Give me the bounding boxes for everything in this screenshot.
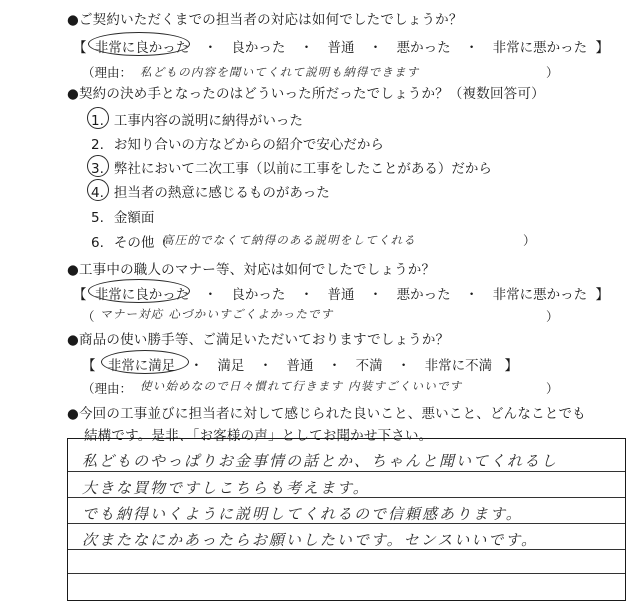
question-1: ●ご契約いただくまでの担当者の対応は如何でしたでしょうか？ bbox=[67, 12, 463, 28]
q4-selected-circle bbox=[101, 350, 189, 374]
separator: ・ bbox=[464, 40, 479, 56]
item-number: 1. bbox=[91, 113, 104, 129]
q2-item-1-circle bbox=[87, 107, 109, 129]
q1-bracket-close: 】 bbox=[595, 40, 609, 56]
separator: ・ bbox=[203, 40, 218, 56]
item-number: 6. bbox=[91, 235, 104, 251]
free-comment-box bbox=[67, 438, 626, 601]
q1-reason-label: （理由： bbox=[82, 65, 133, 80]
q2-item-5 bbox=[91, 206, 154, 226]
q3-selected-circle bbox=[88, 279, 190, 303]
q4-reason-handwritten: 使い始めなので日々慣れて行きます 内装すごくいいです bbox=[140, 379, 463, 393]
q4-bracket-close: 】 bbox=[504, 358, 518, 374]
comment-line-4: 次またなにかあったらお願いしたいです。センスいいです。 bbox=[82, 531, 539, 549]
question-3: ●工事中の職人のマナー等、対応は如何でしたでしょうか？ bbox=[67, 262, 436, 278]
q3-reason-label: （ bbox=[82, 309, 95, 324]
q1-bracket-open: 【 bbox=[73, 40, 87, 56]
separator: ・ bbox=[299, 40, 314, 56]
question-5-line-1: ●今回の工事並びに担当者に対して感じられた良いこと、悪いこと、どんなことでも bbox=[67, 406, 586, 422]
q2-item-4-circle bbox=[87, 179, 109, 201]
item-number: 4. bbox=[91, 185, 104, 201]
q2-item-3 bbox=[91, 157, 492, 177]
item-text: お知り合いの方などからの紹介で安心だから bbox=[113, 137, 384, 153]
q1-option-very-good: 非常に良かった bbox=[94, 40, 190, 56]
ruled-line bbox=[68, 573, 625, 574]
q4-option-dissatisfied: 不満 bbox=[355, 358, 383, 374]
question-4: ●商品の使い勝手等、ご満足いただいておりますでしょうか？ bbox=[67, 332, 450, 348]
q3-option-very-good: 非常に良かった bbox=[94, 287, 190, 303]
q3-option-good: 良かった bbox=[231, 287, 286, 303]
q4-option-satisfied: 満足 bbox=[217, 358, 245, 374]
q3-bracket-open: 【 bbox=[73, 287, 87, 303]
q4-option-average: 普通 bbox=[286, 358, 314, 374]
q2-item-2 bbox=[91, 133, 384, 153]
comment-line-1: 私どものやっぱりお金事情の話とか、ちゃんと聞いてくれるし bbox=[82, 452, 559, 470]
q1-reason-handwritten: 私どもの内容を聞いてくれて説明も納得できます bbox=[140, 65, 420, 79]
q3-option-very-bad: 非常に悪かった bbox=[492, 287, 588, 303]
q3-bracket-close: 】 bbox=[595, 287, 609, 303]
item-text: 担当者の熱意に感じるものがあった bbox=[113, 185, 330, 201]
q2-other-handwritten: 高圧的でなくて納得のある説明をしてくれる bbox=[162, 233, 416, 247]
ruled-line bbox=[68, 471, 625, 472]
item-text: その他（ bbox=[113, 235, 168, 251]
q4-reason-label: （理由： bbox=[82, 381, 133, 396]
comment-line-2: 大きな買物ですしこちらも考えます。 bbox=[82, 479, 370, 497]
separator: ・ bbox=[396, 358, 411, 374]
separator: ・ bbox=[368, 287, 383, 303]
item-text: 弊社において二次工事（以前に工事をしたことがある）だから bbox=[113, 161, 492, 177]
separator: ・ bbox=[203, 287, 218, 303]
question-5-line-2: 結構です。是非、「お客様の声」としてお聞かせ下さい。 bbox=[84, 428, 433, 444]
q4-bracket-open: 【 bbox=[82, 358, 96, 374]
item-number: 2. bbox=[91, 137, 104, 153]
q2-other-close: ） bbox=[523, 233, 536, 248]
separator: ・ bbox=[327, 358, 342, 374]
q1-option-average: 普通 bbox=[327, 40, 355, 56]
q3-reason-close: ） bbox=[546, 309, 559, 324]
q3-option-average: 普通 bbox=[327, 287, 355, 303]
q3-reason-handwritten: マナー対応 心づかいすごくよかったです bbox=[100, 307, 334, 321]
q1-selected-circle bbox=[88, 32, 190, 56]
question-2: ●契約の決め手となったのはどういった所だったでしょうか？（複数回答可） bbox=[67, 86, 545, 102]
q2-item-6 bbox=[91, 231, 168, 251]
item-text: 金額面 bbox=[113, 210, 155, 226]
q3-option-bad: 悪かった bbox=[396, 287, 451, 303]
separator: ・ bbox=[368, 40, 383, 56]
q4-reason-close: ） bbox=[546, 381, 559, 396]
q4-option-very-dissatisfied: 非常に不満 bbox=[424, 358, 493, 374]
q2-item-1 bbox=[91, 109, 303, 129]
q2-item-4 bbox=[91, 181, 330, 201]
separator: ・ bbox=[189, 358, 204, 374]
q1-option-good: 良かった bbox=[231, 40, 286, 56]
q4-option-very-satisfied: 非常に満足 bbox=[107, 358, 176, 374]
separator: ・ bbox=[299, 287, 314, 303]
comment-line-3: でも納得いくように説明してくれるので信頼感あります。 bbox=[82, 505, 523, 523]
separator: ・ bbox=[258, 358, 273, 374]
q1-option-bad: 悪かった bbox=[396, 40, 451, 56]
item-number: 3. bbox=[91, 161, 104, 177]
item-number: 5. bbox=[91, 210, 104, 226]
q1-option-very-bad: 非常に悪かった bbox=[492, 40, 588, 56]
separator: ・ bbox=[464, 287, 479, 303]
item-text: 工事内容の説明に納得がいった bbox=[113, 113, 303, 129]
q2-item-3-circle bbox=[87, 155, 109, 177]
q1-reason-close: ） bbox=[546, 65, 559, 80]
